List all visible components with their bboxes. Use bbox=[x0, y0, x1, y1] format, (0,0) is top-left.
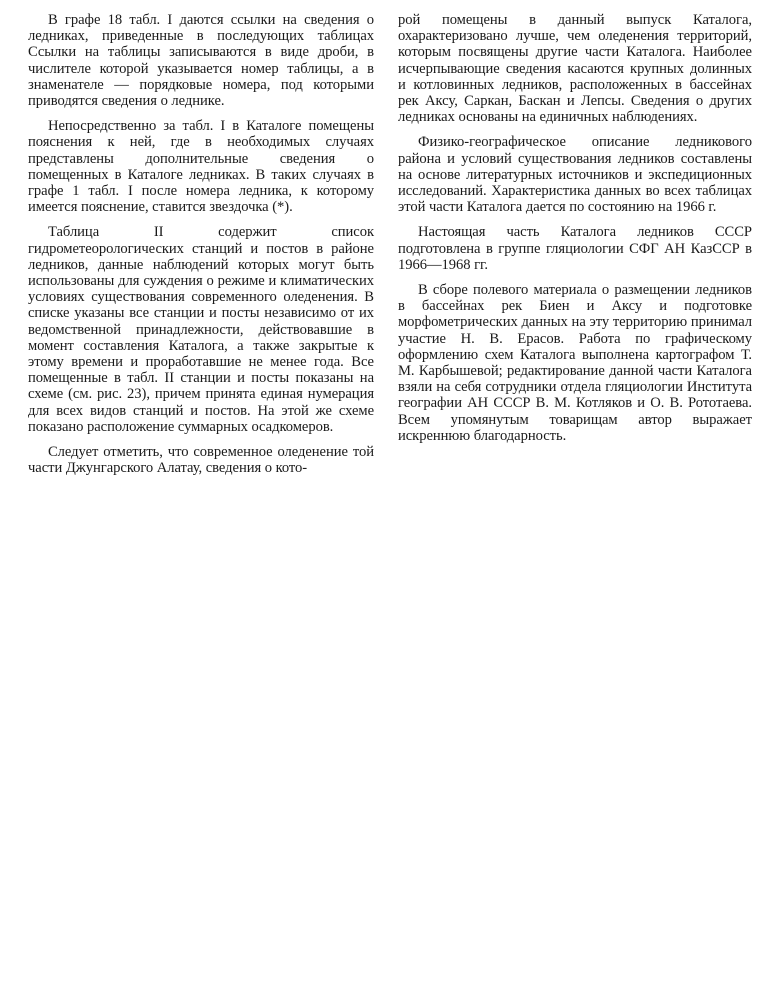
paragraph-glaciation-note-start: Следует отметить, что современное оледенение той части Джунгарского Алатау, сведения о кото- bbox=[28, 444, 374, 477]
paragraph-table-references: В графе 18 табл. I даются ссылки на сведения о ледниках, приведенные в последующих таблицах Ссылки на таблицы записываются в виде дроби, в числителе которой указывается номер таблицы, а в знаменателе — порядковые номера, под которыми приводятся сведения о леднике. bbox=[28, 12, 374, 110]
paragraph-glaciation-note-continued: рой помещены в данный выпуск Каталога, охарактеризовано лучше, чем оледенения территорий, которым посвящены другие части Каталога. Наиболее исчерпывающие сведения касаются крупных долинных и котловинных ледников, расположенных в бассейнах рек Аксу, Саркан, Баскан и Лепсы. Сведения о других ледниках основаны на единичных наблюдениях. bbox=[398, 12, 752, 126]
paragraph-acknowledgements: В сборе полевого материала о размещении ледников в бассейнах рек Биен и Аксу и подготовке морфометрических данных на эту территорию принимал участие Н. В. Ерасов. Работа по графическому оформлению схем Каталога выполнена картографом Т. М. Карбышевой; редактирование данной части Каталога взяли на себя сотрудники отдела гляциологии Института географии АН СССР В. М. Котляков и О. В. Рототаева. Всем упомянутым товарищам автор выражает искреннюю благодарность. bbox=[398, 282, 752, 444]
paragraph-preparation: Настоящая часть Каталога ледников СССР подготовлена в группе гляциологии СФГ АН КазССР в 1966—1968 гг. bbox=[398, 224, 752, 273]
paragraph-table-ii-stations: Таблица II содержит список гидрометеорологических станций и постов в районе ледников, данные наблюдений которых могут быть использованы для суждения о режиме и климатических условиях существования современного оледенения. В списке указаны все станции и посты независимо от их ведомственной принадлежности, действовавшие в момент составления Каталога, а также закрытые к этому времени и проработавшие не менее года. Все помещенные в табл. II станции и посты показаны на схеме (см. рис. 23), причем принята единая нумерация для всех видов станций и постов. На этой же схеме показано расположение суммарных осадкомеров. bbox=[28, 224, 374, 435]
paragraph-physical-geography: Физико-географическое описание ледникового района и условий существования ледников составлены на основе литературных источников и экспедиционных исследований. Характеристика данных во всех таблицах этой части Каталога дается по состоянию на 1966 г. bbox=[398, 134, 752, 216]
right-column bbox=[398, 12, 752, 453]
paragraph-table-explanations: Непосредственно за табл. I в Каталоге помещены пояснения к ней, где в необходимых случаях представлены дополнительные сведения о помещенных в Каталоге ледниках. В таких случаях в графе 1 табл. I после номера ледника, к которому имеется пояснение, ставится звездочка (*). bbox=[28, 118, 374, 216]
left-column bbox=[28, 12, 374, 485]
